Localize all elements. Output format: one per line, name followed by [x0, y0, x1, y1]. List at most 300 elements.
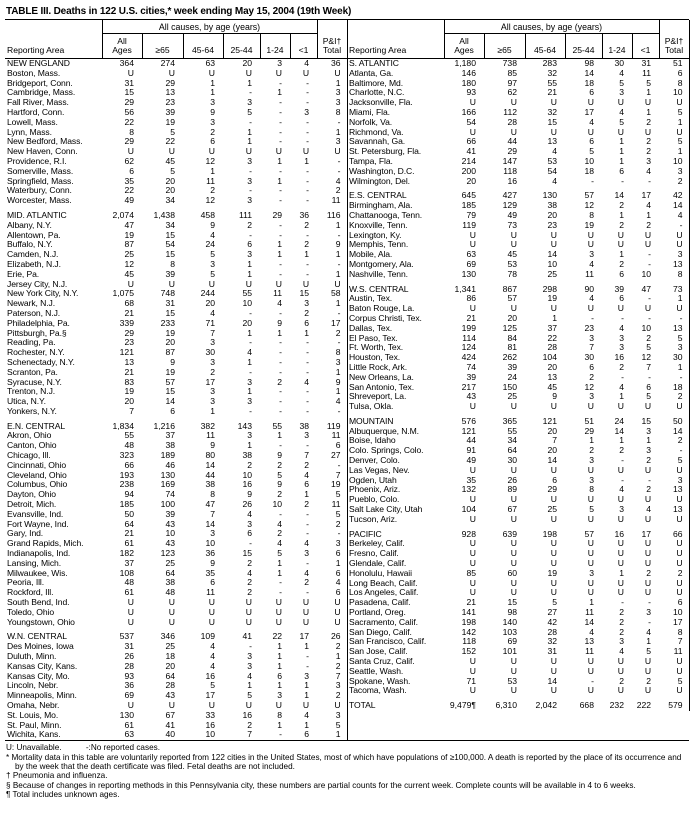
value-cell: 1	[335, 558, 341, 568]
value-cell: U	[644, 588, 652, 598]
city-row	[347, 324, 689, 334]
city-name: Mobile, Ala.	[349, 250, 393, 260]
city-name: Jacksonville, Fla.	[349, 98, 413, 108]
value-cell: 19	[547, 568, 557, 578]
city-row	[347, 476, 689, 486]
value-cell: 3	[247, 196, 252, 206]
value-cell: U	[334, 607, 341, 617]
value-cell: 25	[124, 250, 134, 260]
col-header-all-ages: All Ages	[444, 34, 484, 59]
value-cell: 298	[542, 284, 557, 294]
value-cell: 44	[507, 137, 517, 147]
value-cell: 36	[330, 58, 341, 68]
value-cell: 97	[507, 78, 517, 88]
city-name: Utica, N.Y.	[7, 397, 46, 407]
value-cell: 1	[335, 250, 341, 260]
region-name: S. ATLANTIC	[349, 58, 399, 68]
value-cell: U	[550, 686, 557, 696]
city-row	[5, 608, 347, 618]
value-cell: -	[279, 78, 282, 88]
value-cell: 3	[335, 137, 341, 147]
value-cell: U	[550, 666, 557, 676]
city-row	[5, 69, 347, 79]
value-cell: 20	[242, 318, 252, 328]
col-header-reporting-area: Reporting Area	[347, 34, 444, 59]
value-cell: 1,180	[454, 58, 476, 68]
value-cell: 1	[677, 117, 683, 127]
city-name: Minneapolis, Minn.	[7, 691, 77, 701]
city-name: Ft. Worth, Tex.	[349, 343, 404, 353]
city-name: Berkeley, Calif.	[349, 539, 405, 549]
value-cell: 4	[335, 176, 341, 186]
value-cell: 29	[272, 210, 282, 220]
value-cell: U	[275, 607, 282, 617]
value-cell: 5	[646, 647, 652, 657]
value-cell: 32	[547, 637, 557, 647]
value-cell: 3	[247, 397, 252, 407]
value-cell: 10	[672, 608, 683, 618]
value-cell: 3	[335, 88, 341, 98]
value-cell: 114	[462, 333, 476, 343]
value-cell: 6	[677, 598, 683, 608]
value-cell: 93	[466, 88, 476, 98]
value-cell: 98	[584, 58, 594, 68]
value-cell: -	[306, 387, 310, 397]
value-cell: 2	[589, 446, 594, 456]
value-cell: 2	[247, 578, 252, 588]
value-cell: U	[676, 539, 683, 549]
footnote-section: § Because of changes in reporting methods in this Pennsylvania city, these numbers are partial counts for the current week. Complete counts will be available in 4 to 6 weeks.	[6, 780, 636, 790]
value-cell: U	[617, 559, 624, 569]
value-cell: 66	[672, 529, 683, 539]
value-cell: U	[168, 147, 175, 157]
value-cell: U	[587, 495, 594, 505]
city-row	[5, 721, 347, 731]
value-cell: U	[550, 304, 557, 314]
city-name: Corpus Christi, Tex.	[349, 313, 422, 323]
value-cell: 18	[672, 382, 683, 392]
value-cell: -	[306, 509, 310, 519]
region-total-row	[347, 530, 689, 540]
city-row	[5, 88, 347, 98]
value-cell: 2,074	[112, 210, 134, 220]
city-name: San Francisco, Calif.	[349, 637, 427, 647]
value-cell: 51	[584, 416, 594, 426]
city-row	[5, 471, 347, 481]
value-cell: 12	[124, 259, 134, 269]
value-cell: 20	[165, 186, 175, 196]
value-cell: 93	[124, 671, 134, 681]
city-row	[347, 588, 689, 598]
value-cell: 28	[507, 117, 517, 127]
value-cell: 3	[210, 357, 215, 367]
value-cell: 20	[165, 661, 175, 671]
value-cell: 71	[205, 318, 215, 328]
value-cell: 13	[547, 372, 557, 382]
value-cell: U	[550, 240, 557, 250]
city-name: Savannah, Ga.	[349, 137, 406, 147]
value-cell: 1	[210, 88, 215, 98]
value-cell: -	[279, 509, 282, 519]
value-cell: 8	[589, 485, 594, 495]
value-cell: 3	[247, 431, 252, 441]
value-cell: U	[245, 68, 252, 78]
value-cell: -	[306, 269, 310, 279]
city-row	[347, 427, 689, 437]
region-name: TOTAL	[349, 701, 376, 711]
value-cell: U	[334, 147, 341, 157]
value-cell: 19	[124, 230, 134, 240]
city-row	[347, 250, 689, 260]
value-cell: 5	[589, 147, 594, 157]
value-cell: U	[208, 701, 215, 710]
value-cell: 3	[619, 505, 624, 515]
value-cell: 14	[205, 519, 215, 529]
value-cell: U	[617, 514, 624, 524]
region-total-row	[347, 701, 689, 711]
value-cell: 19	[330, 480, 341, 490]
value-cell: U	[676, 495, 683, 505]
value-cell: 20	[165, 338, 175, 348]
value-cell: 2	[277, 460, 282, 470]
value-cell: 132	[461, 485, 476, 495]
value-cell: U	[617, 495, 624, 505]
value-cell: 2	[335, 642, 341, 652]
value-cell: 274	[160, 58, 175, 68]
value-cell: U	[245, 617, 252, 627]
value-cell: U	[617, 402, 624, 412]
value-cell: 2	[646, 568, 652, 578]
city-row	[347, 598, 689, 608]
value-cell: 7	[247, 730, 252, 740]
city-name: Lincoln, Nebr.	[7, 681, 59, 691]
city-row	[5, 431, 347, 441]
value-cell: 10	[205, 730, 215, 740]
value-cell: 18	[584, 166, 594, 176]
value-cell: 26	[242, 500, 252, 510]
value-cell: U	[676, 304, 683, 314]
value-cell: 10	[242, 299, 252, 309]
value-cell: 1	[210, 406, 215, 416]
value-cell: 1	[277, 176, 282, 186]
value-cell: 198	[461, 617, 476, 627]
left-table-header	[5, 20, 347, 59]
value-cell: 1,438	[153, 210, 175, 220]
city-row	[347, 231, 689, 241]
city-row	[5, 231, 347, 241]
value-cell: 2	[646, 147, 652, 157]
value-cell: -	[648, 176, 652, 186]
value-cell: 42	[547, 617, 557, 627]
value-cell: 1	[277, 558, 282, 568]
city-row	[5, 701, 347, 711]
value-cell: 1	[304, 156, 310, 166]
value-cell: U	[676, 98, 683, 108]
value-cell: 53	[547, 156, 557, 166]
value-cell: 5	[646, 78, 652, 88]
city-name: St. Paul, Minn.	[7, 720, 62, 730]
value-cell: 1	[335, 367, 341, 377]
city-row	[5, 177, 347, 187]
value-cell: U	[550, 657, 557, 667]
value-cell: 17	[641, 191, 652, 201]
value-cell: U	[617, 588, 624, 598]
value-cell: 45	[507, 250, 517, 260]
value-cell: 427	[502, 191, 517, 201]
value-cell: 7	[552, 436, 557, 446]
value-cell: 119	[326, 421, 341, 431]
value-cell: 1	[646, 107, 652, 117]
value-cell: 55	[272, 421, 282, 431]
value-cell: U	[275, 147, 282, 157]
value-cell: 3	[646, 608, 652, 618]
value-cell: 39	[507, 362, 517, 372]
value-cell: 4	[210, 642, 215, 652]
value-cell: 6	[247, 529, 252, 539]
value-cell: U	[510, 514, 517, 524]
value-cell: 41	[165, 720, 175, 730]
value-cell: 10	[242, 470, 252, 480]
city-name: Baltimore, Md.	[349, 78, 403, 88]
value-cell: U	[617, 686, 624, 696]
value-cell: 54	[165, 240, 175, 250]
city-row	[347, 392, 689, 402]
value-cell: 20	[466, 176, 476, 186]
value-cell: 867	[502, 284, 517, 294]
value-cell: 8	[170, 259, 175, 269]
col-header-45-64: 45-64	[183, 34, 223, 59]
value-cell: 19	[584, 220, 594, 230]
value-cell: U	[275, 617, 282, 627]
value-cell: 12	[641, 353, 652, 363]
value-cell: 54	[547, 166, 557, 176]
city-name: Indianapolis, Ind.	[7, 549, 71, 559]
value-cell: U	[617, 240, 624, 250]
legend-dash: -:No reported cases.	[85, 743, 160, 753]
value-cell: 1	[247, 387, 252, 397]
city-name: Phoenix, Ariz.	[349, 485, 401, 495]
value-cell: U	[510, 559, 517, 569]
value-cell: 4	[589, 294, 594, 304]
city-row	[5, 549, 347, 559]
value-cell: U	[510, 465, 517, 475]
region-name: NEW ENGLAND	[7, 58, 70, 68]
value-cell: 1	[304, 250, 310, 260]
value-cell: 7	[677, 637, 683, 647]
value-cell: 382	[200, 421, 215, 431]
value-cell: U	[469, 539, 476, 549]
value-cell: 6	[646, 382, 652, 392]
value-cell: 11	[331, 196, 341, 206]
value-cell: 68	[124, 299, 134, 309]
value-cell: 1	[677, 147, 683, 157]
city-name: Grand Rapids, Mich.	[7, 539, 84, 549]
city-name: Evansville, Ind.	[7, 509, 64, 519]
value-cell: U	[302, 68, 310, 78]
right-table-body	[347, 59, 689, 712]
value-cell: -	[337, 460, 341, 470]
value-cell: 66	[124, 460, 134, 470]
value-cell: -	[279, 127, 282, 137]
value-cell: -	[648, 250, 652, 260]
value-cell: 2	[646, 676, 652, 686]
value-cell: 15	[165, 387, 175, 397]
footnote-pilcrow: ¶ Total includes unknown ages.	[6, 790, 120, 800]
value-cell: 4	[646, 505, 652, 515]
region-total-row	[347, 191, 689, 201]
city-name: Nashville, Tenn.	[349, 269, 408, 279]
value-cell: 10	[641, 269, 652, 279]
value-cell: 214	[461, 156, 476, 166]
value-cell: -	[621, 475, 624, 485]
value-cell: 48	[124, 578, 134, 588]
city-row	[347, 657, 689, 667]
value-cell: 2	[335, 691, 341, 701]
value-cell: 118	[462, 637, 476, 647]
value-cell: -	[306, 176, 310, 186]
value-cell: 2	[247, 720, 252, 730]
value-cell: U	[587, 240, 594, 250]
value-cell: 4	[589, 117, 594, 127]
value-cell: -	[337, 529, 341, 539]
value-cell: 38	[165, 441, 175, 451]
value-cell: 6	[335, 549, 341, 559]
value-cell: U	[587, 559, 594, 569]
value-cell: 116	[326, 210, 341, 220]
value-cell: 61	[124, 539, 134, 549]
city-row	[347, 677, 689, 687]
value-cell: 15	[124, 88, 134, 98]
value-cell: U	[587, 127, 594, 137]
value-cell: -	[249, 88, 252, 98]
value-cell: 48	[124, 441, 134, 451]
value-cell: 29	[124, 328, 134, 338]
value-cell: 1	[619, 250, 624, 260]
value-cell: 20	[124, 397, 134, 407]
value-cell: 25	[547, 269, 557, 279]
value-cell: 104	[542, 353, 557, 363]
value-cell: 40	[165, 730, 175, 740]
value-cell: 87	[124, 240, 134, 250]
value-cell: -	[279, 107, 282, 117]
value-cell: 14	[672, 201, 683, 211]
col-header-ge65: ≥65	[142, 34, 183, 59]
value-cell: 6	[335, 568, 341, 578]
value-cell: U	[644, 514, 652, 524]
value-cell: 8	[677, 627, 683, 637]
value-cell: 74	[466, 362, 476, 372]
value-cell: 3	[646, 156, 652, 166]
value-cell: 12	[205, 196, 215, 206]
city-name: Little Rock, Ark.	[349, 362, 407, 372]
value-cell: -	[648, 598, 652, 608]
value-cell: 118	[503, 166, 517, 176]
value-cell: U	[208, 68, 215, 78]
city-row	[347, 128, 689, 138]
value-cell: 8	[129, 127, 134, 137]
value-cell: 62	[124, 156, 134, 166]
value-cell: 339	[119, 318, 134, 328]
value-cell: 5	[619, 117, 624, 127]
city-row	[5, 260, 347, 270]
value-cell: 83	[124, 377, 134, 387]
footnote-dagger: † Pneumonia and influenza.	[6, 771, 108, 781]
value-cell: 6	[619, 166, 624, 176]
value-cell: 67	[507, 505, 517, 515]
city-name: Birmingham, Ala.	[349, 201, 413, 211]
value-cell: 1	[247, 681, 252, 691]
city-row	[347, 549, 689, 559]
city-row	[5, 270, 347, 280]
city-row	[347, 88, 689, 98]
value-cell: 5	[646, 392, 652, 402]
value-cell: -	[249, 367, 252, 377]
city-name: Toledo, Ohio	[7, 607, 55, 617]
city-row	[347, 79, 689, 89]
city-row	[5, 490, 347, 500]
value-cell: 15	[507, 598, 517, 608]
value-cell: 238	[119, 480, 134, 490]
value-cell: U	[617, 465, 624, 475]
city-row	[347, 647, 689, 657]
value-cell: 5	[677, 676, 683, 686]
value-cell: U	[644, 495, 652, 505]
value-cell: -	[306, 230, 310, 240]
value-cell: 81	[507, 343, 517, 353]
value-cell: U	[510, 549, 517, 559]
city-name: Pueblo, Colo.	[349, 495, 400, 505]
value-cell: 38	[165, 578, 175, 588]
value-cell: 20	[242, 58, 252, 68]
value-cell: 48	[165, 588, 175, 598]
value-cell: 3	[210, 529, 215, 539]
column-header-row	[5, 34, 347, 59]
value-cell: U	[334, 68, 341, 78]
city-row	[5, 672, 347, 682]
city-name: Richmond, Va.	[349, 127, 404, 137]
value-cell: 69	[466, 259, 476, 269]
value-cell: U	[510, 127, 517, 137]
value-cell: 1	[277, 328, 282, 338]
value-cell: 3	[646, 426, 652, 436]
city-name: Chicago, Ill.	[7, 451, 51, 461]
value-cell: -	[621, 598, 624, 608]
value-cell: 14	[614, 191, 624, 201]
value-cell: U	[644, 127, 652, 137]
value-cell: 89	[507, 485, 517, 495]
value-cell: 13	[672, 505, 683, 515]
col-header-1-24: 1-24	[602, 34, 632, 59]
value-cell: 3	[304, 107, 310, 117]
value-cell: 55	[547, 78, 557, 88]
value-cell: U	[644, 402, 652, 412]
value-cell: -	[591, 176, 594, 186]
value-cell: 35	[205, 568, 215, 578]
value-cell: 39	[165, 107, 175, 117]
value-cell: 5	[552, 598, 557, 608]
value-cell: 64	[507, 446, 517, 456]
value-cell: -	[249, 230, 252, 240]
city-name: Kansas City, Kans.	[7, 661, 78, 671]
value-cell: 8	[210, 490, 215, 500]
value-cell: 4	[646, 201, 652, 211]
value-cell: -	[306, 367, 310, 377]
value-cell: 90	[584, 284, 594, 294]
value-cell: -	[279, 406, 282, 416]
value-cell: 19	[124, 387, 134, 397]
value-cell: 30	[507, 456, 517, 466]
city-row	[347, 559, 689, 569]
